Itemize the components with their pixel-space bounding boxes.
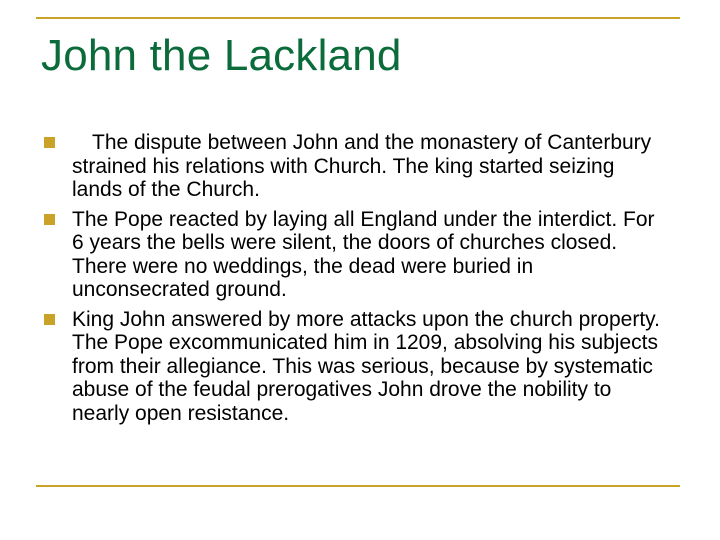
bullet-item [44, 308, 664, 426]
bullet-list [44, 131, 664, 431]
square-bullet-icon [44, 314, 55, 325]
slide-title: John the Lackland [41, 31, 402, 80]
bullet-text: King John answered by more attacks upon the church property. The Pope excommunicated him in 1209, absolving his subjects from their allegiance. This was serious, because by systematic abuse of the feudal prerogatives John drove the nobility to nearly open resistance. [72, 307, 660, 425]
square-bullet-icon [44, 137, 55, 148]
bottom-divider [36, 485, 680, 487]
top-divider [36, 17, 680, 19]
bullet-text: The Pope reacted by laying all England under the interdict. For 6 years the bells were silent, the doors of churches closed. There were no weddings, the dead were buried in unconsecrated ground. [72, 207, 655, 301]
bullet-item [44, 131, 664, 202]
bullet-text: The dispute between John and the monastery of Canterbury strained his relations with Church. The king started seizing lands of the Church. [72, 131, 652, 201]
square-bullet-icon [44, 214, 55, 225]
bullet-item [44, 208, 664, 302]
